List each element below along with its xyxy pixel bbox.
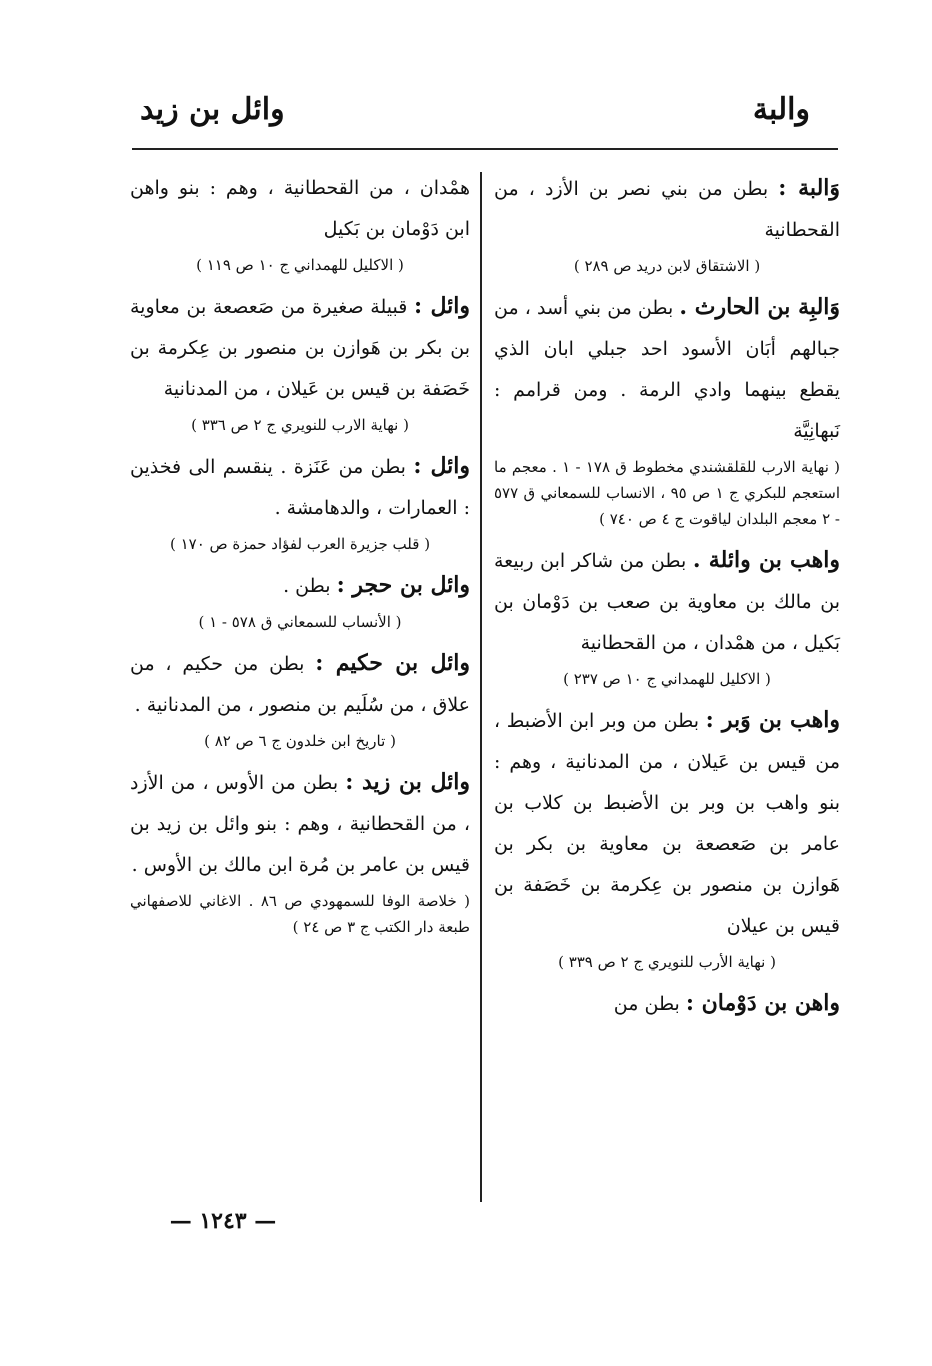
- entry-reference: ( الأنساب للسمعاني ق ٥٧٨ - ١ ): [198, 613, 402, 631]
- entry-reference: ( نهاية الارب للنويري ج ٢ ص ٣٣٦ ): [191, 416, 409, 434]
- entry-term: وائل بن زيد :: [345, 769, 470, 795]
- entry-text: بطن من وبر ابن الأضبط ، من قيس بن عَيلان ، من المدنانية ، وهم : بنو واهب بن وبر بن الأضبط بن كلاب بن عامر بن صَعصعة بن معاوية بن بكر بن هَوازن بن منصور بن عِكرمة بن خَصَفة بن قيس بن عيلان: [494, 710, 840, 937]
- page-number: — ١٢٤٣ —: [169, 1208, 277, 1234]
- entry-text: بطن من حكيم ، من علاق ، من سُلَيم بن منصور ، من المدنانية .: [130, 653, 470, 716]
- header-rule: [132, 148, 838, 150]
- header-right-title: والبة: [752, 92, 810, 127]
- entry-text: بطن من شاكر ابن ربيعة بن مالك بن معاوية بن صعب بن دَوْمان بن بَكيل ، من همْدان ، من القحطانية: [494, 550, 840, 654]
- entry-reference: ( الاشتقاق لابن دريد ص ٢٨٩ ): [573, 257, 761, 275]
- entry: [130, 643, 470, 754]
- column-divider: [480, 172, 482, 1202]
- entry-reference: ( نهاية الارب للقلقشندي مخطوط ق ١٧٨ - ١ . معجم ما استعجم للبكري ج ١ ص ٩٥ ، الانساب للسمعاني ق ٥٧٧ - ٢ معجم البلدان لياقوت ج ٤ ص ٧٤٠ ): [494, 458, 841, 528]
- entry-term: وَالبة :: [778, 175, 841, 201]
- entry-text: بطن من عَنَزة . ينقسم الى فخذين : العمارات ، والدهامشة .: [130, 456, 470, 519]
- entry: [130, 286, 470, 438]
- entry-reference: ( الاكليل للهمداني ج ١٠ ص ١١٩ ): [196, 256, 404, 274]
- entry: [494, 287, 840, 532]
- entry: [130, 762, 470, 940]
- entry-text: بطن .: [283, 575, 331, 597]
- entry-text: همْدان ، من القحطانية ، وهم : بنو واهن ابن دَوْمان بن بَكيل: [130, 177, 470, 240]
- entry-term: واهب بن وائلة .: [692, 547, 840, 573]
- entry: [130, 446, 470, 557]
- entry-text: بطن من الأوس ، من الأزد ، من القحطانية ، وهم : بنو وائل بن زيد بن قيس بن عامر بن مُرة ابن مالك بن الأوس .: [130, 772, 470, 876]
- entry: [130, 168, 470, 278]
- entry-text: بطن من: [613, 993, 680, 1015]
- entry-term: وائل :: [413, 453, 470, 479]
- entry-term: واهب بن وَبر :: [705, 707, 840, 733]
- entry: [494, 983, 840, 1025]
- entry-reference: ( نهاية الأرب للنويري ج ٢ ص ٣٣٩ ): [558, 953, 776, 971]
- entry-text: قبيلة صغيرة من صَعصعة بن معاوية بن بكر بن هَوازن بن منصور بن عِكرمة بن خَصَفة بن قيس بن عَيلان ، من المدنانية: [130, 296, 470, 400]
- entry-term: وائل بن حجر :: [336, 572, 470, 598]
- entry-reference: ( قلب جزيرة العرب لفؤاد حمزة ص ١٧٠ ): [169, 535, 431, 553]
- entry: [494, 540, 840, 692]
- entry: [130, 565, 470, 635]
- entry-reference: ( تاريخ ابن خلدون ج ٦ ص ٨٢ ): [204, 732, 396, 750]
- entry-term: وائل :: [414, 293, 470, 319]
- entry-term: وائل بن حكيم :: [315, 650, 470, 676]
- entry: [494, 700, 840, 975]
- entry-text: بطن من بني أسد ، من جبالهم أبَان الأسود احد جبلي ابان الذي يقطع بينهما وادي الرمة . ومن قرامم : نَبهانِيَّة: [494, 297, 840, 442]
- entry-term: وَالبِة بن الحارث .: [679, 294, 841, 320]
- left-column: [130, 168, 470, 948]
- entry-reference: ( خلاصة الوفا للسمهودي ص ٨٦ . الاغاني للاصفهاني طبعة دار الكتب ج ٣ ص ٢٤ ): [130, 892, 470, 936]
- entry-reference: ( الاكليل للهمداني ج ١٠ ص ٢٣٧ ): [563, 670, 771, 688]
- entry: [494, 168, 840, 279]
- right-column: [494, 168, 840, 1029]
- entry-term: واهن بن دَوْمان :: [685, 990, 840, 1016]
- header-left-title: وائل بن زيد: [140, 92, 285, 127]
- page-header: [130, 92, 820, 138]
- entry-text: بطن من بني نصر بن الأزد ، من القحطانية: [494, 178, 840, 241]
